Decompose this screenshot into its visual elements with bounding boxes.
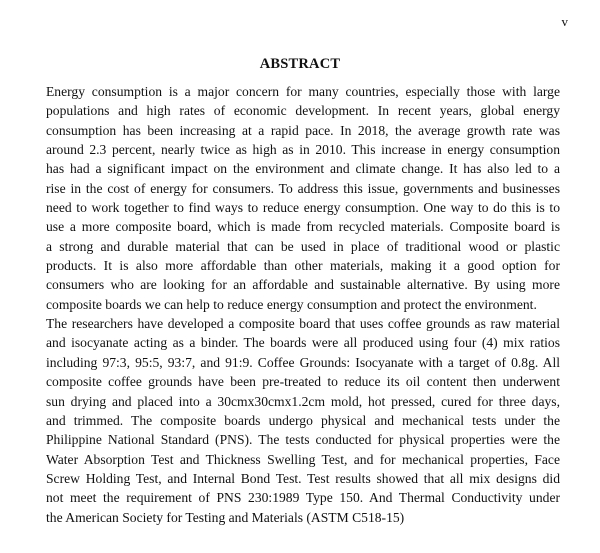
text-line: Water Absorption Test and Thickness Swelling Test, and for mechanical properties, Face: [46, 451, 560, 467]
text-line: The researchers have developed a composite board that uses coffee grounds as raw material: [46, 316, 560, 332]
text-line: products. It is also more affordable than other materials, making it a good option for: [46, 258, 560, 274]
text-line: around 2.3 percent, nearly twice as high as in 2010. This increase in energy consumption: [46, 142, 560, 158]
text-line: the American Society for Testing and Materials (ASTM C518-15): [46, 509, 405, 525]
text-line: need to work together to find ways to reduce energy consumption. One way to do this is to: [46, 200, 560, 216]
page-title: ABSTRACT: [259, 56, 341, 72]
text-line: and trimmed. The composite boards undergo physical and mechanical tests under the: [46, 412, 560, 428]
text-line: composite coffee grounds have been pre-treated to reduce its oil content then underwent: [46, 374, 560, 390]
text-line: use a more composite board, which is made from recycled materials. Composite board is: [46, 219, 560, 235]
text-line: Philippine National Standard (PNS). The tests conducted for physical properties were the: [46, 432, 560, 448]
text-line: consumption has been increasing at a rapid pace. In 2018, the average growth rate was: [46, 122, 560, 138]
text-line: including 97:3, 95:5, 93:7, and 91:9. Coffee Grounds: Isocyanate with a target of 0.8g. All: [46, 354, 560, 370]
text-line: consumers who are looking for an affordable and sustainable alternative. By using more: [46, 277, 560, 293]
text-line: and isocyanate acting as a binder. The boards were all produced using four (4) mix ratios: [46, 335, 560, 351]
text-line: populations and high rates of economic development. In recent years, global energy: [46, 103, 560, 119]
page-number: v: [561, 14, 568, 29]
text-line: composite boards we can help to reduce energy consumption and protect the environment.: [46, 296, 537, 312]
text-line: has had a significant impact on the environment and climate change. It has also led to a: [46, 161, 560, 177]
text-line: not meet the requirement of PNS 230:1989 Type 150. And Thermal Conductivity under: [46, 490, 560, 506]
text-line: Screw Holding Test, and Internal Bond Test. Test results showed that all mix designs did: [46, 470, 560, 486]
text-line: a strong and durable material that can be used in place of traditional wood or plastic: [46, 238, 560, 254]
text-line: rise in the cost of energy for consumers. To address this issue, governments and businesses: [46, 180, 560, 196]
text-line: Energy consumption is a major concern for many countries, especially those with large: [46, 84, 560, 99]
text-line: sun drying and placed into a 30cmx30cmx1.2cm mold, hot pressed, cured for three days,: [46, 393, 560, 409]
abstract-paragraph: [46, 82, 560, 527]
